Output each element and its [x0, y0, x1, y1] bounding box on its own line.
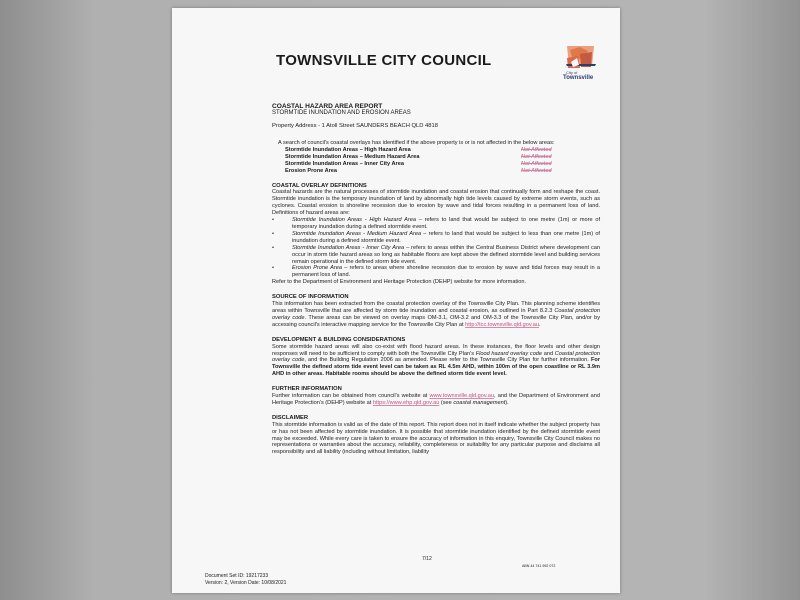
area-status: Not Affected	[521, 160, 552, 167]
definition-term: Stormtide Inundation Areas - High Hazard Area	[292, 217, 416, 224]
report-subtitle: STORMTIDE INUNDATION AND EROSION AREAS	[272, 110, 411, 117]
source-heading: SOURCE OF INFORMATION	[272, 294, 349, 301]
further-heading: FURTHER INFORMATION	[272, 386, 342, 393]
dehp-website-link[interactable]: https://www.ehp.qld.gov.au	[372, 399, 440, 406]
development-italic: Flood hazard overlay code	[475, 350, 543, 357]
source-body	[272, 301, 600, 329]
definition-bullet	[272, 265, 600, 279]
definition-bullet	[272, 231, 600, 245]
area-label: Erosion Prone Area	[285, 167, 338, 174]
development-text: and	[542, 350, 555, 357]
further-italic: coastal management	[453, 399, 506, 406]
definitions-heading: COASTAL OVERLAY DEFINITIONS	[272, 182, 367, 189]
document-page	[172, 8, 620, 593]
search-intro: A search of council's coastal overlays has identified if the above property is or is not affected in the below areas:	[278, 140, 555, 147]
disclaimer-body: This stormtide information is valid as of the date of this report. This report does not in itself indicate whether the subject property has or has not been affected by stormtide inundation. It is possible that stormtide inundation identified by the defined stormtide event may be exceeded. While every care is taken to ensure the accuracy of information in this enquiry, Townsville City Council makes no representations or warranties about the accuracy, reliability, completeness or suitability for any particular purpose and disclaims all responsibility and all liability (including without limitation, liability	[272, 421, 600, 456]
source-italic: Coastal protection overlay code	[272, 307, 600, 321]
council-title: TOWNSVILLE CITY COUNCIL	[276, 52, 492, 69]
definitions-refer: Refer to the Department of Environment and Heritage Protection (DEHP) website for more information.	[272, 279, 527, 286]
bullet-dot: •	[272, 230, 274, 237]
definition-text: – refers to areas within the Central Business District where development can occur in storm tide hazard areas so long as habitable floors are kept above the defined stormtide level and building services remain operational in the defined storm tide event.	[292, 244, 600, 265]
affected-areas-list	[272, 147, 600, 175]
abn-number: ABN 44 741 992 072	[522, 564, 556, 568]
development-text: Some stormtide hazard areas will also co-exist with flood hazard areas. In these instances, the floor levels and other design responses will need to be sufficient to comply with both the Townsville City Plan's	[272, 343, 600, 357]
bullet-dot: •	[272, 217, 274, 224]
further-text: Further information can be obtained from council's website at	[272, 393, 430, 400]
property-address: Property Address - 1 Atoll Street SAUNDERS BEACH QLD 4818	[272, 123, 438, 130]
definition-text: – refers to land that would be subject to one metre (1m) or more of temporary inundation during a defined stormtide event.	[292, 217, 600, 231]
page-number: 7/12	[422, 556, 432, 562]
further-text: (see	[439, 399, 454, 406]
definition-term: Stormtide Inundation Areas - Inner City Area	[292, 244, 405, 251]
area-row	[285, 161, 600, 168]
document-set-info	[205, 573, 286, 587]
report-title: COASTAL HAZARD AREA REPORT	[272, 103, 383, 110]
source-text: This information has been extracted from the coastal protection overlay of the Townsville City Plan. This planning scheme identifies areas within Townsville that are affected by storm tide inundation and coastal erosion, as outlined in Part 8.2.3	[272, 301, 600, 314]
document-set-id: Document Set ID: 19217233	[205, 573, 269, 579]
area-status: Not Affected	[521, 153, 552, 160]
definition-bullet	[272, 217, 600, 231]
disclaimer-heading: DISCLAIMER	[272, 414, 309, 421]
version-info: Version: 2, Version Date: 10/08/2021	[205, 580, 287, 586]
development-heading: DEVELOPMENT & BUILDING CONSIDERATIONS	[272, 336, 406, 343]
development-text: , and the Building Regulation 2006 as amended. Please refer to the Townsville City Plan for further information.	[304, 357, 591, 364]
definition-text: – refers to areas where shoreline recession due to erosion by wave and tidal forces may result in a permanent loss of land.	[292, 265, 600, 279]
logo-name-text: Townsville	[563, 75, 594, 81]
further-body	[272, 393, 600, 407]
source-text: . These areas can be viewed on overlay maps OM-3.1, OM-3.2 and OM-3.3 of the Townsville City Plan, and/or by accessing council's interactive mapping service for the Townsville City Plan at	[272, 314, 600, 328]
report-content	[272, 103, 600, 456]
area-row	[285, 168, 600, 175]
development-body	[272, 344, 600, 379]
logo-city-text: City of	[566, 70, 578, 75]
area-label: Stormtide Inundation Areas – Medium Hazard Area	[285, 153, 420, 160]
city-plan-link[interactable]: http://tcc.townsville.qld.gov.au	[465, 321, 540, 328]
area-row	[285, 154, 600, 161]
development-italic: Coastal protection overlay code	[272, 350, 600, 364]
bullet-dot: •	[272, 265, 274, 272]
area-status: Not Affected	[521, 167, 552, 174]
definition-term: Stormtide Inundation Areas - Medium Hazard Area	[292, 230, 422, 237]
area-status: Not Affected	[521, 147, 552, 154]
area-row	[285, 147, 600, 154]
source-text: .	[539, 321, 541, 328]
definition-term: Erosion Prone Area	[292, 265, 342, 272]
further-text: ).	[505, 399, 509, 406]
further-text: , and the Department of Environment and Heritage Protection's (DEHP) website at	[272, 393, 600, 406]
bullet-dot: •	[272, 244, 274, 251]
council-website-link[interactable]: www.townsville.qld.gov.au	[429, 393, 495, 400]
definition-text: – refers to land that would be subject to less than one metre (1m) of inundation during a defined stormtide event.	[292, 230, 600, 244]
definitions-body: Coastal hazards are the natural processes of stormtide inundation and coastal erosion that continually form and reshape the coast. Stormtide inundation is the temporary inundation of land by abnormally high tide levels caused by extreme storm events, such as cyclones. Coastal erosion is shoreline recession due to erosion by wave and tidal forces resulting in a permanent loss of land. Definitions of hazard areas are:	[272, 189, 600, 217]
storm-tide-level-note: For Townsville the defined storm tide event level can be taken as RL 4.5m AHD, within 100m of the open coastline or RL 3.9m AHD in other areas. Habitable rooms should be above the defined storm tide event level.	[272, 357, 600, 378]
area-label: Stormtide Inundation Areas – High Hazard Area	[285, 147, 411, 154]
definition-bullet	[272, 245, 600, 266]
area-label: Stormtide Inundation Areas – Inner City Area	[285, 160, 404, 167]
